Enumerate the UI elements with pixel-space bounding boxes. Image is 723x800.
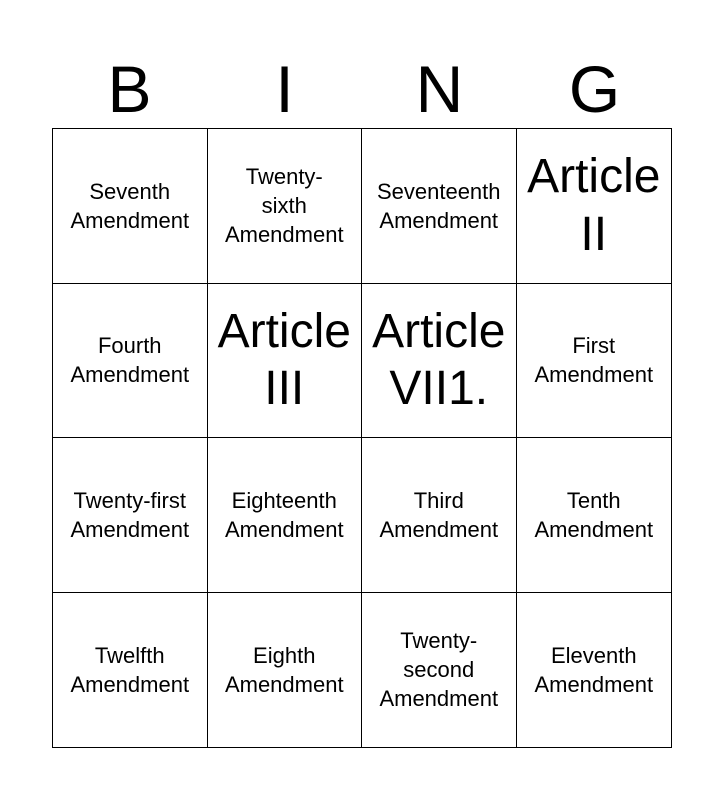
bingo-cell-r1-c2[interactable]: Twenty- sixth Amendment — [208, 129, 363, 284]
bingo-header — [52, 50, 672, 128]
bingo-cell-r2-c1[interactable]: Fourth Amendment — [53, 284, 208, 439]
bingo-cell-r4-c2[interactable]: Eighth Amendment — [208, 593, 363, 748]
header-letter-b: B — [107, 52, 152, 126]
bingo-cell-r4-c1[interactable]: Twelfth Amendment — [53, 593, 208, 748]
header-letter-g: G — [568, 52, 621, 126]
bingo-cell-r3-c2[interactable]: Eighteenth Amendment — [208, 438, 363, 593]
bingo-cell-r2-c3[interactable]: Article VII1. — [362, 284, 517, 439]
bingo-card-grid — [52, 128, 672, 748]
bingo-cell-r2-c2[interactable]: Article III — [208, 284, 363, 439]
header-letter-i: I — [275, 52, 294, 126]
bingo-cell-r4-c3[interactable]: Twenty- second Amendment — [362, 593, 517, 748]
bingo-cell-r1-c4[interactable]: Article II — [517, 129, 672, 284]
bingo-cell-r2-c4[interactable]: First Amendment — [517, 284, 672, 439]
bingo-cell-r3-c1[interactable]: Twenty-first Amendment — [53, 438, 208, 593]
bingo-cell-r4-c4[interactable]: Eleventh Amendment — [534, 642, 654, 697]
bingo-cell-r3-c4[interactable]: Tenth Amendment — [517, 438, 672, 593]
bingo-cell-r1-c1[interactable]: Seventh Amendment — [53, 129, 208, 284]
bingo-cell-r3-c3[interactable]: Third Amendment — [362, 438, 517, 593]
header-letter-n: N — [415, 52, 464, 126]
bingo-cell-r1-c3[interactable]: Seventeenth Amendment — [362, 129, 517, 284]
